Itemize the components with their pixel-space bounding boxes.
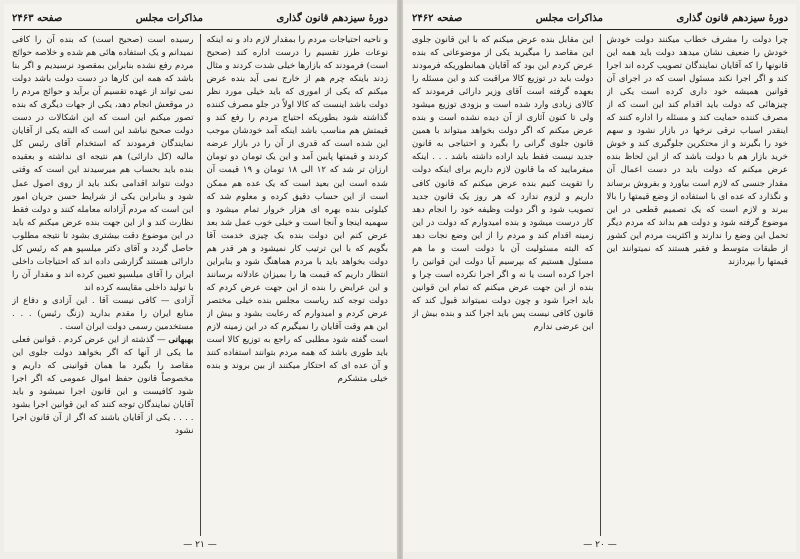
right-page-header bbox=[412, 8, 788, 28]
left-page bbox=[4, 4, 396, 552]
left-header-rule bbox=[12, 29, 388, 30]
right-page-number: صفحه ۲۴۶۲ bbox=[412, 12, 463, 24]
paragraph: رسیده است (صحیح است) که بنده آن را کافی نمیدانم و یک استفاده هائی هم شده و خلاصه حوائج مردم رفع نشده بنابراین بمقصود نرسیدیم و اگر بنا باشد که همه این کارها در دست دولت باشد دولت نمی تواند از عهده تقسیم آن برآید و حوائج مردم را در موقعش انجام دهد، یکی از جهات دیگری که بنده تصور میکنم این است که این اشکالات در دست دولت صحیح نباشد این است که البته یکی از آقایان نمایندگان فرمودند که استخدام آقای رئیس کل مالیه (کل دارائی) هم نتیجه ای نداشته و بعقیده بنده باید بحساب هم میرسیدند این است که وقتی دولت نتواند اقدامی بکند باید از روی اصول عمل شود و بنابراین یکی از شرایط حسن جریان امور این است که مردم آزادانه معامله کنند و دولت فقط نظارت کند و از این جهت بنده عرض میکنم که باید در این موضوع دقت بیشتری بشود تا نتیجه مطلوب حاصل گردد و آقای دکتر میلسپو هم که رئیس کل دارائی هستند گزارشی داده اند که احتیاجات داخلی ایران را آقای میلسپو تعیین کرده اند و مقدار آن را با تولید داخلی مقایسه کرده اند bbox=[12, 35, 194, 293]
book-gutter bbox=[397, 0, 403, 559]
left-page-left-column bbox=[12, 34, 194, 536]
paragraph: این مقابل بنده عرض میکنم که با این قانون جلوی این مقاصد را میگیرید یکی از موضوعاتی که بنده عرض کردم این بود که آقایان همانطوریکه فرمودند دولت باید در توزیع کالا مراقبت کند و این مسئله را بعهده گرفته است آقای وزیر دارائی فرمودند که کالای زیادی وارد شده است و بزودی توزیع میشود ولی تا کنون آثاری از آن دیده نشده است و بنده عرض میکنم که اگر دولت بخواهد میتواند با همین قانون جلوی گرانی را بگیرد و احتیاجی به قانون جدید نیست فقط باید اراده داشته باشد . . . اینکه میفرمایید که ما قانون لازم داریم برای اینکه دولت را تقویت کنیم بنده عرض میکنم که قانون کافی داریم و لزوم ندارد که هر روز یک قانون جدید تصویب شود و اگر دولت وظیفه خود را انجام دهد کار درست میشود و بنده امیدوارم که دولت در این زمینه اقدام کند و مردم را از این وضع نجات دهد که البته مسئولیت آن با دولت است و ما هم مسئول هستیم که بپرسیم آیا دولت این قوانین را اجرا کرده است یا نه و اگر اجرا نکرده است چرا و بنده از این جهت عرض میکنم که تمام این قوانین باید اجرا شود و چون دولت نمیتواند قبول کند که قانون کافی نیست پس باید اجرا کند و بنده بیش از این عرضی ندارم bbox=[412, 35, 594, 333]
right-header-rule bbox=[412, 29, 788, 30]
left-page-title: مذاکرات مجلس bbox=[135, 12, 203, 24]
right-page-footer: — ۲۰ — bbox=[583, 540, 617, 550]
column-divider bbox=[600, 34, 601, 536]
right-page-session: دورهٔ سیزدهم قانون گذاری bbox=[676, 12, 788, 24]
left-page-header bbox=[12, 8, 388, 28]
left-page-columns bbox=[12, 34, 388, 536]
right-page-right-column bbox=[607, 34, 789, 536]
paragraph bbox=[12, 334, 194, 438]
right-page-title: مذاکرات مجلس bbox=[535, 12, 603, 24]
left-page-footer: — ۲۱ — bbox=[183, 540, 217, 550]
right-page-columns bbox=[412, 34, 788, 536]
right-page bbox=[404, 4, 796, 552]
paragraph: چرا دولت را مشرف خطاب میکنند دولت خودش خودش را ضعیف نشان میدهد دولت باید همه این قانونها را که آقایان نمایندگان تصویب کرده اند اجرا کند و اگر اجرا نکند مسئول است که در اجرای آن قوانین همیشه خود داری کرده است یکی از چیزهائی که دولت باید اقدام کند این است که از مصرف کننده حمایت کند و مسئله را اداره کنند که اینقدر اسباب ترقی نرخها در بازار نشود و سهم خود را بگیرند و از محتکرین جلوگیری کند و خوش خرید بازار هم با دولت باشد که از این لحاظ بنده عرض میکنم که دولت باید در دست اعمال آن مقدار جنسی که لازم است بیاورد و بفروش برساند و نگذارد که عده ای با استفاده از وضع قیمتها را بالا ببرند و لازم است که یک تصمیم قطعی در این موضوع گرفته شود و دولت هم بداند که مردم دیگر تحمل این وضع را ندارند و اکثریت مردم این کشور از طبقات متوسط و فقیر هستند که نمیتوانند این قیمتها را بپردازند bbox=[606, 35, 788, 267]
left-page-number: صفحه ۲۴۶۳ bbox=[12, 12, 63, 24]
left-page-session: دورهٔ سیزدهم قانون گذاری bbox=[276, 12, 388, 24]
right-page-left-column bbox=[412, 34, 594, 536]
left-page-right-column bbox=[207, 34, 389, 536]
paragraph: و ناحیه احتیاجات مردم را بمقدار لازم داد و نه اینکه نوعات طرز تقسیم را درست اداره کند (صحیح است) فرمودند که بازارها خیلی شدت کردند و مثال زدند باینکه چرم هم از خارج نمی آید بنده عرض میکنم که یکی از اموری که باید خیلی مورد نظر دولت باشد اینست که کالا اولاً در جلو مصرف کننده گذاشته شود بطوریکه احتیاج مردم را رفع کند و قیمتش هم مناسب باشد اینکه آمد خودشان موجب این شده است که قدری از آن را در بازار عرضه کردند و قیمتها پایین آمد و این یک تومان دو تومان ارزان تر شد که ۱۲ الی ۱۸ تومان و ۱۹ قیمت آن شده است این بعید است که یک عده هم ممکن است از این حساب دقیق کرده و معلوم شد که کیلوئی بنده بهره ای هزار خروار تمام میشود و سهمیه اینجا و آنجا است و خیلی خوب عمل شد بعد عرض کنم این دولت بنده یک چیزی خدمت آقا بگویم که با این ترتیب کار نمیشود و هر قدر هم دولت بخواهد باید با مردم هماهنگ شود و بنابراین انتظار داریم که قیمت ها را بمیزان عادلانه برسانند و این عرایض را بنده از این جهت عرض کردم که دولت توجه کند ریاست مجلس بنده خیلی مختصر عرض کردم و امیدوارم که رعایت بشود و بیش از این هم وقت آقایان را نمیگیرم که در این زمینه لازم است گفته شود مطلبی که راجع به توزیع کالا است باید طوری باشد که همه مردم بتوانند استفاده کنند و آن عده ای که احتکار میکنند از بین بروند و بنده خیلی متشکرم bbox=[206, 35, 388, 385]
speaker-name: بهبهانی bbox=[168, 335, 194, 346]
speaker-text: — گذشته از این عرض کردم . قوانین فعلی ما یکی از آنها که اگر بخواهد دولت جلوی این مقاصد را بگیرد ما همان قوانینی که داریم و مخصوصاً قانون حفظ اموال عمومی که اگر اجرا شود کافیست و این قانون اجرا نمیشود و باید آقایان نمایندگان توجه کنند که این قوانین اجرا بشود . . . . یکی از آقایان باشند که اگر از آن قانون اجرا نشود bbox=[12, 335, 194, 437]
column-divider bbox=[200, 34, 201, 536]
paragraph: آزادی — کافی نیست آقا . این آزادی و دفاع از منابع ایران را مقدم بدارید (زنگ رئیس) . . . مستخدمین رسمی دولت ایران است . bbox=[12, 295, 194, 333]
